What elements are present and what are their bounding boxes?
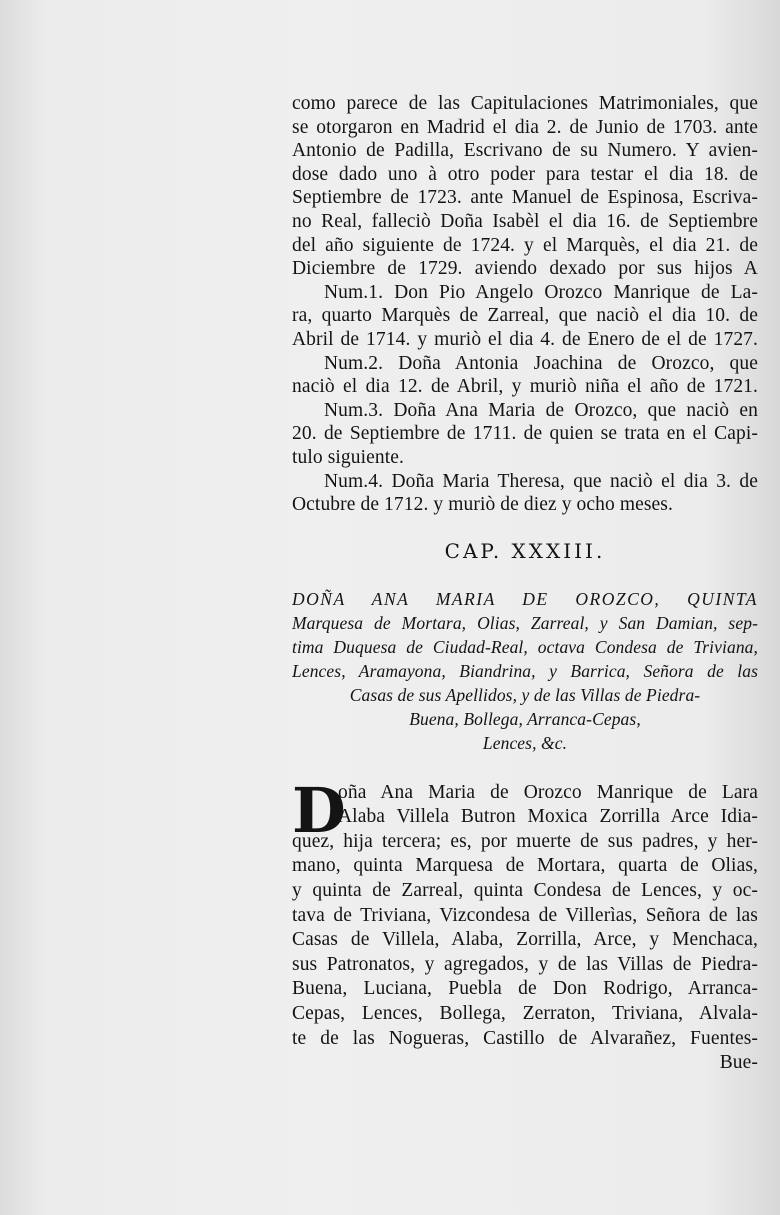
body-paragraph [292, 773, 758, 1076]
drop-cap: D [292, 773, 346, 847]
title-line: Buena, Bollega, Arranca-Cepas, [409, 708, 641, 729]
chapter-title [292, 587, 758, 755]
title-line: DOÑA ANA MARIA DE OROZCO, QUINTA [292, 588, 758, 609]
text-line: del año siguiente de 1724. y el Marquès, el dia 21. de [292, 234, 758, 256]
text-line: dose dado uno à otro poder para testar el dia 18. de [292, 163, 758, 185]
text-line: te de las Nogueras, Castillo de Alvarañez, Fuentes- [292, 1027, 758, 1049]
text-line: Casas de Villela, Alaba, Zorrilla, Arce, y Menchaca, [292, 929, 758, 951]
text-line: tulo siguiente. [292, 446, 404, 468]
text-line: Abril de 1714. y muriò el dia 4. de Enero de el de 1727. [292, 328, 758, 350]
text-line: Num.4. Doña Maria Theresa, que naciò el dia 3. de [324, 470, 758, 492]
text-line: Cepas, Lences, Bollega, Zerraton, Triviana, Alvala- [292, 1003, 758, 1025]
text-line: Num.2. Doña Antonia Joachina de Orozco, que [324, 352, 758, 374]
children-list [292, 281, 758, 517]
text-line: Octubre de 1712. y muriò de diez y ocho meses. [292, 494, 673, 516]
child-entry [292, 352, 758, 399]
text-line: naciò el dia 12. de Abril, y muriò niña el año de 1721. [292, 376, 758, 398]
text-line: Buena, Luciana, Puebla de Don Rodrigo, Arranca- [292, 978, 758, 1000]
text-line: Septiembre de 1723. ante Manuel de Espinosa, Escriva- [292, 187, 758, 209]
title-line: Lences, Aramayona, Biandrina, y Barrica, Señora de las [292, 660, 758, 681]
text-line: y quinta de Zarreal, quinta Condesa de Lences, y oc- [292, 880, 758, 902]
text-line: Num.3. Doña Ana Maria de Orozco, que naciò en [324, 399, 758, 421]
text-line: 20. de Septiembre de 1711. de quien se trata en el Capi- [292, 423, 758, 445]
child-entry [292, 470, 758, 517]
title-line: Lences, &c. [482, 732, 568, 753]
text-block [292, 92, 758, 1076]
child-entry [292, 399, 758, 470]
text-line: Diciembre de 1729. aviendo dexado por sus hijos A [292, 258, 758, 280]
text-line: no Real, falleciò Doña Isabèl el dia 16. de Septiembre [292, 210, 758, 232]
title-line: tima Duquesa de Ciudad-Real, octava Condesa de Triviana, [292, 636, 758, 657]
child-entry [292, 281, 758, 352]
text-line: oña Ana Maria de Orozco Manrique de Lara [338, 781, 758, 803]
show-through-text [0, 360, 220, 620]
text-line: se otorgaron en Madrid el dia 2. de Junio de 1703. ante [292, 116, 758, 138]
chapter-heading: CAP. XXXIII. [444, 538, 606, 563]
text-line: Num.1. Don Pio Angelo Orozco Manrique de La- [324, 281, 758, 303]
text-line: sus Patronatos, y agregados, y de las Villas de Piedra- [292, 953, 758, 975]
text-line: Antonio de Padilla, Escrivano de su Numero. Y avien- [292, 140, 758, 162]
text-line: Alaba Villela Butron Moxica Zorrilla Arce Idia- [338, 806, 758, 828]
title-line: Marquesa de Mortara, Olias, Zarreal, y San Damian, sep- [292, 612, 758, 633]
text-line: ra, quarto Marquès de Zarreal, que naciò el dia 10. de [292, 305, 758, 327]
catchword: Bue- [719, 1052, 758, 1074]
opening-paragraph [292, 92, 758, 281]
text-line: tava de Triviana, Vizcondesa de Villerìas, Señora de las [292, 904, 758, 926]
title-line: Casas de sus Apellidos, y de las Villas de Piedra- [349, 684, 701, 705]
text-line: como parece de las Capitulaciones Matrimoniales, que [292, 93, 758, 114]
text-line: quez, hija tercera; es, por muerte de sus padres, y her- [292, 830, 758, 852]
text-line: mano, quinta Marquesa de Mortara, quarta de Olias, [292, 855, 758, 877]
